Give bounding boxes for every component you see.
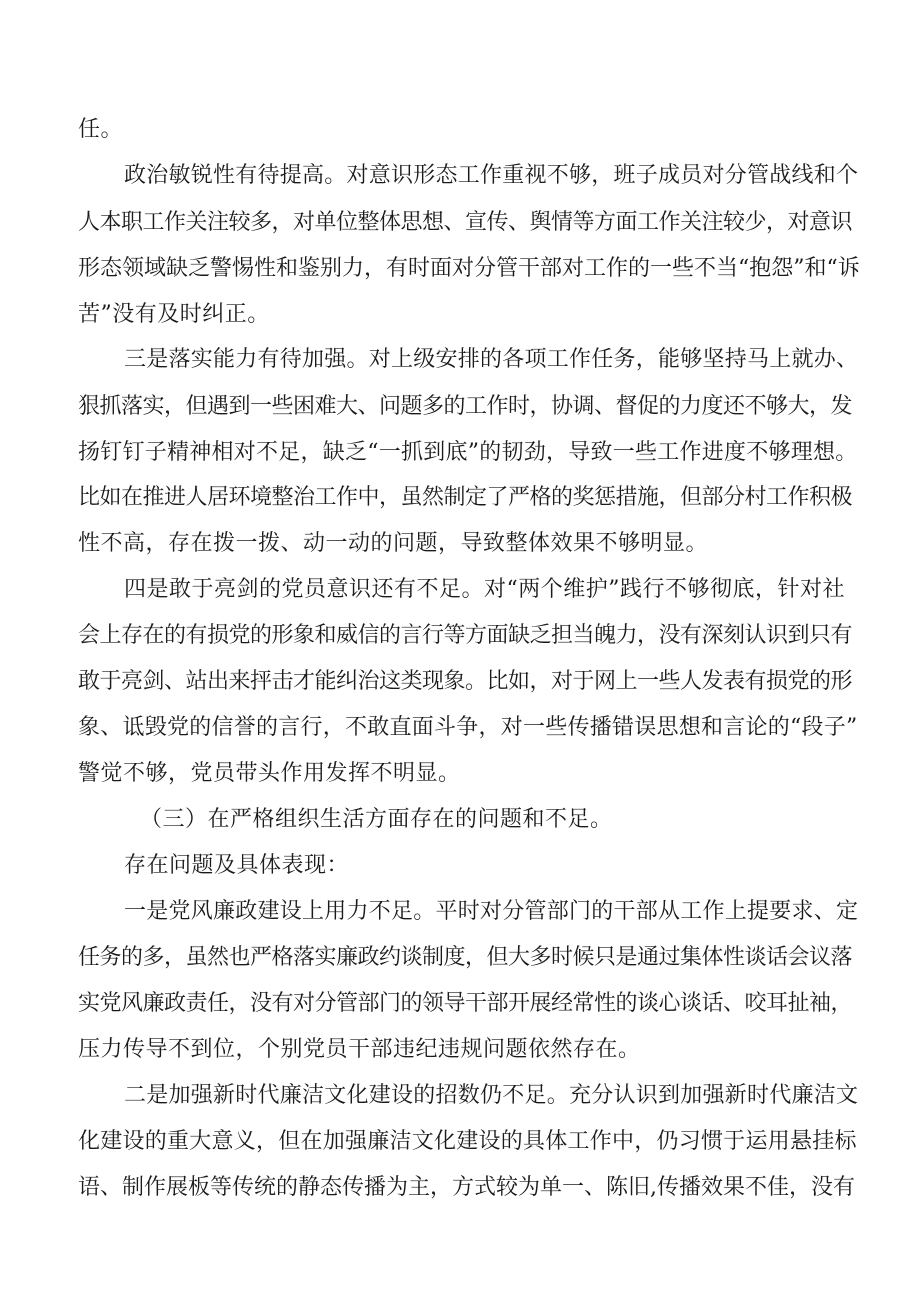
text-line: 狠抓落实，但遇到一些困难大、问题多的工作时，协调、督促的力度还不够大，发 <box>78 394 853 419</box>
text-line: 实党风廉政责任，没有对分管部门的领导干部开展经常性的谈心谈话、咬耳扯袖， <box>78 991 853 1016</box>
paragraph-first-line: 一是党风廉政建设上用力不足。平时对分管部门的干部从工作上提要求、定 <box>124 899 859 924</box>
paragraph-first-line: 四是敢于亮剑的党员意识还有不足。对“两个维护”践行不够彻底，针对社 <box>124 577 845 602</box>
text-line: 语、制作展板等传统的静态传播为主，方式较为单一、陈旧,传播效果不佳，没有 <box>78 1175 855 1200</box>
text-line: 任务的多，虽然也严格落实廉政约谈制度，但大多时候只是通过集体性谈话会议落 <box>78 945 853 970</box>
text-line: 化建设的重大意义，但在加强廉洁文化建设的具体工作中，仍习惯于运用悬挂标 <box>78 1129 857 1154</box>
paragraph-first-line: 二是加强新时代廉洁文化建设的招数仍不足。充分认识到加强新时代廉洁文 <box>124 1083 859 1108</box>
text-line: 比如在推进人居环境整治工作中，虽然制定了严格的奖惩措施，但部分村工作积极 <box>78 485 853 510</box>
text-line: 象、诋毁党的信誉的言行，不敢直面斗争，对一些传播错误思想和言论的“段子” <box>78 715 858 740</box>
text-line: 警觉不够，党员带头作用发挥不明显。 <box>78 761 461 786</box>
paragraph-first-line: 政治敏锐性有待提高。对意识形态工作重视不够，班子成员对分管战线和个 <box>124 163 859 188</box>
paragraph-first-line: 三是落实能力有待加强。对上级安排的各项工作任务，能够坚持马上就办、 <box>124 347 859 372</box>
text-line: 压力传导不到位，个别党员干部违纪违规问题依然存在。 <box>78 1037 641 1062</box>
text-line: 扬钉钉子精神相对不足，缺乏“一抓到底”的韧劲，导致一些工作进度不够理想。 <box>78 440 858 465</box>
text-line: 苦”没有及时纠正。 <box>78 302 270 327</box>
text-line: 敢于亮剑、站出来抨击才能纠治这类现象。比如，对于网上一些人发表有损党的形 <box>78 669 853 694</box>
paragraph-first-line: 存在问题及具体表现： <box>124 853 350 878</box>
text-line: 性不高，存在拨一拨、动一动的问题，导致整体效果不够明显。 <box>78 531 709 556</box>
text-line: 会上存在的有损党的形象和威信的言行等方面缺乏担当魄力，没有深刻认识到只有 <box>78 623 853 648</box>
text-line: 人本职工作关注较多，对单位整体思想、宣传、舆情等方面工作关注较少，对意识 <box>78 210 853 235</box>
text-line: 任。 <box>78 117 124 142</box>
section-heading: （三）在严格组织生活方面存在的问题和不足。 <box>140 807 613 832</box>
text-line: 形态领域缺乏警惕性和鉴别力，有时面对分管干部对工作的一些不当“抱怨”和“诉 <box>78 256 860 281</box>
